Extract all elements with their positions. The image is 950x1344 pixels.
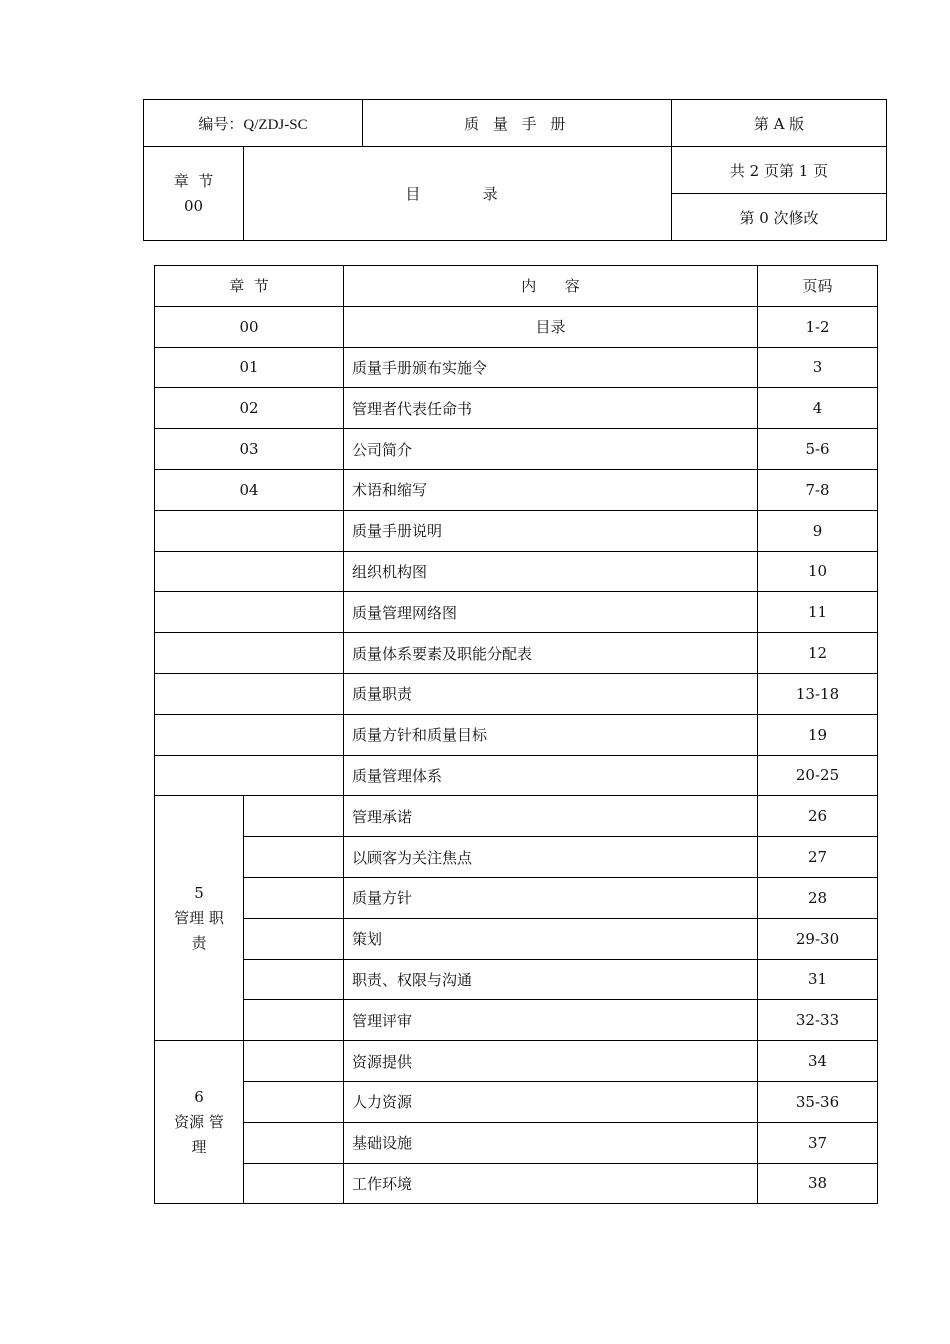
toc-group-chapter (155, 1041, 244, 1204)
toc-subchapter (244, 959, 344, 1000)
toc-row (155, 510, 878, 551)
toc-content: 质量体系要素及职能分配表 (344, 633, 758, 674)
toc-row (155, 388, 878, 429)
toc-page: 12 (758, 633, 878, 674)
toc-chapter (155, 714, 344, 755)
toc-content: 策划 (344, 918, 758, 959)
toc-row (155, 347, 878, 388)
toc-page: 1-2 (758, 306, 878, 347)
toc-page: 20-25 (758, 755, 878, 796)
toc-chapter (155, 755, 344, 796)
toc-row (155, 469, 878, 510)
toc-page: 7-8 (758, 469, 878, 510)
column-header-content: 内 容 (344, 266, 758, 307)
toc-content: 基础设施 (344, 1122, 758, 1163)
toc-row (155, 1163, 878, 1204)
manual-title: 质 量 手 册 (363, 100, 672, 147)
toc-row (155, 306, 878, 347)
toc-chapter: 04 (155, 469, 344, 510)
toc-page: 31 (758, 959, 878, 1000)
toc-subchapter (244, 1081, 344, 1122)
toc-content: 质量方针 (344, 877, 758, 918)
group-number: 6 (194, 1087, 204, 1106)
doc-number: 编号：Q/ZDJ-SC (144, 100, 363, 147)
toc-row (155, 918, 878, 959)
toc-row (155, 796, 878, 837)
toc-page: 37 (758, 1122, 878, 1163)
toc-row (155, 633, 878, 674)
toc-chapter (155, 510, 344, 551)
toc-row (155, 673, 878, 714)
toc-content: 职责、权限与沟通 (344, 959, 758, 1000)
toc-chapter (155, 551, 344, 592)
toc-group-chapter (155, 796, 244, 1041)
toc-page: 35-36 (758, 1081, 878, 1122)
toc-page: 32-33 (758, 1000, 878, 1041)
group-title-line1: 资源 管 (174, 1112, 224, 1131)
toc-content: 管理者代表任命书 (344, 388, 758, 429)
toc-chapter: 02 (155, 388, 344, 429)
toc-page: 4 (758, 388, 878, 429)
toc-row (155, 755, 878, 796)
toc-page: 34 (758, 1041, 878, 1082)
toc-content: 术语和缩写 (344, 469, 758, 510)
toc-page: 29-30 (758, 918, 878, 959)
column-header-page: 页码 (758, 266, 878, 307)
toc-chapter: 00 (155, 306, 344, 347)
toc-row (155, 877, 878, 918)
toc-content: 人力资源 (344, 1081, 758, 1122)
toc-subchapter (244, 877, 344, 918)
toc-content: 管理评审 (344, 1000, 758, 1041)
toc-chapter (155, 633, 344, 674)
toc-subchapter (244, 837, 344, 878)
toc-content: 目录 (344, 306, 758, 347)
toc-row (155, 1122, 878, 1163)
toc-content: 以顾客为关注焦点 (344, 837, 758, 878)
toc-page: 3 (758, 347, 878, 388)
toc-page: 10 (758, 551, 878, 592)
group-title-line2: 责 (191, 933, 207, 952)
toc-content: 资源提供 (344, 1041, 758, 1082)
toc-row (155, 1081, 878, 1122)
toc-page: 9 (758, 510, 878, 551)
toc-page: 5-6 (758, 429, 878, 470)
toc-page: 28 (758, 877, 878, 918)
toc-content: 质量手册颁布实施令 (344, 347, 758, 388)
toc-row (155, 1041, 878, 1082)
group-number: 5 (194, 883, 204, 902)
toc-subchapter (244, 1163, 344, 1204)
toc-row (155, 592, 878, 633)
toc-content: 工作环境 (344, 1163, 758, 1204)
toc-row (155, 714, 878, 755)
toc-table (154, 265, 878, 1204)
page-info: 共 2 页第 1 页 (672, 147, 887, 194)
header-chapter-cell (144, 147, 244, 241)
toc-header-row (155, 266, 878, 307)
toc-content: 组织机构图 (344, 551, 758, 592)
toc-content: 质量手册说明 (344, 510, 758, 551)
toc-page: 13-18 (758, 673, 878, 714)
edition: 第 A 版 (672, 100, 887, 147)
toc-content: 公司简介 (344, 429, 758, 470)
toc-page: 26 (758, 796, 878, 837)
toc-page: 38 (758, 1163, 878, 1204)
header-chapter-value: 00 (183, 196, 204, 215)
toc-content: 质量职责 (344, 673, 758, 714)
document-header (143, 99, 887, 241)
header-chapter-label: 章 节 (173, 171, 214, 190)
toc-chapter: 01 (155, 347, 344, 388)
toc-chapter (155, 592, 344, 633)
toc-chapter (155, 673, 344, 714)
column-header-chapter: 章 节 (155, 266, 344, 307)
toc-content: 质量管理体系 (344, 755, 758, 796)
toc-row (155, 1000, 878, 1041)
toc-content: 管理承诺 (344, 796, 758, 837)
group-title-line1: 管理 职 (174, 908, 224, 927)
toc-subchapter (244, 918, 344, 959)
toc-subchapter (244, 1122, 344, 1163)
toc-subchapter (244, 1041, 344, 1082)
section-title: 目 录 (244, 147, 672, 241)
toc-content: 质量管理网络图 (344, 592, 758, 633)
toc-subchapter (244, 796, 344, 837)
toc-row (155, 959, 878, 1000)
toc-row (155, 429, 878, 470)
group-title-line2: 理 (191, 1137, 207, 1156)
toc-chapter: 03 (155, 429, 344, 470)
toc-row (155, 837, 878, 878)
toc-subchapter (244, 1000, 344, 1041)
toc-row (155, 551, 878, 592)
toc-page: 19 (758, 714, 878, 755)
toc-page: 11 (758, 592, 878, 633)
toc-content: 质量方针和质量目标 (344, 714, 758, 755)
revision: 第 0 次修改 (672, 194, 887, 241)
toc-page: 27 (758, 837, 878, 878)
